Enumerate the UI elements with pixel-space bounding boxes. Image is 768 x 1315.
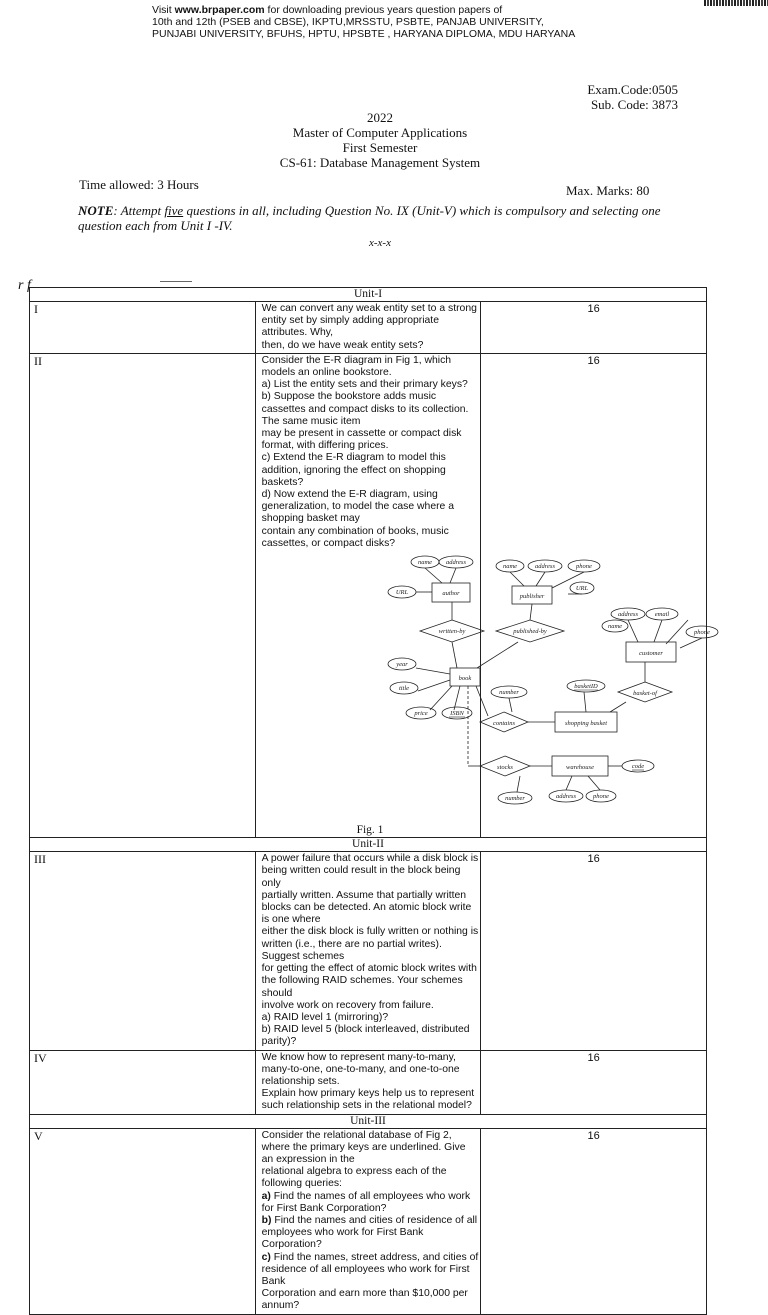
question-number: I	[30, 302, 256, 354]
question-number: III	[30, 852, 256, 1050]
er-line	[530, 604, 532, 620]
er-attr: address	[555, 793, 576, 801]
er-attr: address	[445, 559, 466, 567]
er-line	[654, 620, 662, 642]
er-diagram-svg	[262, 550, 768, 822]
er-attr: title	[398, 685, 409, 693]
question-text: Consider the relational database of Fig 2, where the primary keys are underlined. Give an expression in the relational algebra to express each of the following queries: a) Find the names of all employees who work for First Bank Corporation? b) Find the names and cities of residence of all employees who work for First Bank Corporation? c) Find the names, street address, and cities of residence of all employees who work for First Bank Corporation and earn more than $10,000 per annum?	[255, 1128, 481, 1314]
question-text: We can convert any weak entity set to a strong entity set by simply adding appropriate attributes. Why, then, do we have weak entity sets?	[255, 302, 481, 354]
er-attr: URL	[575, 585, 588, 593]
er-entity-author: author	[441, 590, 460, 598]
er-attr-key: ISBN	[449, 710, 464, 718]
er-line	[418, 680, 450, 691]
er-entity-customer: customer	[638, 650, 663, 658]
degree: Master of Computer Applications	[292, 125, 468, 140]
site-link[interactable]: www.brpaper.com	[174, 4, 265, 16]
er-line	[450, 568, 456, 583]
question-row	[30, 852, 707, 1050]
question-row	[30, 302, 707, 354]
er-attr: name	[607, 623, 622, 631]
question-number: V	[30, 1128, 256, 1314]
er-line	[610, 702, 626, 712]
er-attr-key: basketID	[573, 683, 598, 691]
er-attr: URL	[395, 589, 408, 597]
question-marks: 16	[481, 852, 707, 1050]
unit-heading: Unit-III	[30, 1114, 707, 1128]
question-marks: 16	[481, 302, 707, 354]
er-attr: year	[395, 661, 408, 669]
er-line	[666, 620, 688, 644]
unit-heading: Unit-I	[30, 288, 707, 302]
er-entity-publisher: publisher	[519, 593, 544, 601]
question-text: A power failure that occurs while a disk block is being written could result in the block being only partially written. Assume that partially written blocks can be detected. An atomic block write is one where either the disk block is fully written or nothing is written (i.e., there are no partial writes). Suggest schemes for getting the effect of atomic block writes with the following RAID schemes. Your schemes should involve work on recovery from failure. a) RAID level 1 (mirroring)? b) RAID level 5 (block interleaved, distributed parity)?	[255, 852, 481, 1050]
semester: First Semester	[342, 140, 418, 155]
question-number: IV	[30, 1050, 256, 1114]
er-line	[454, 686, 460, 710]
question-row	[30, 1128, 707, 1314]
course-title: CS-61: Database Management System	[279, 155, 481, 170]
question-row	[30, 1050, 707, 1114]
year: 2022	[367, 110, 393, 125]
sub-code: Sub. Code: 3873	[590, 97, 678, 112]
er-line	[566, 776, 572, 790]
banner-line-2: 10th and 12th (PSEB and CBSE), IKPTU,MRSSTU, PSBTE, PANJAB UNIVERSITY,	[152, 16, 544, 28]
question-row	[30, 353, 707, 837]
er-attr: number	[498, 689, 519, 697]
figure-caption: Fig. 1	[356, 824, 384, 837]
question-marks: 16	[481, 353, 707, 837]
exam-codes	[560, 82, 678, 112]
er-rel-stocks: stocks	[496, 764, 513, 772]
er-attr: address	[617, 611, 638, 619]
er-attr: email	[654, 611, 669, 619]
question-marks: 16	[481, 1050, 707, 1114]
er-line	[628, 620, 638, 642]
time-allowed: Time allowed: 3 Hours	[79, 177, 199, 192]
er-line	[509, 698, 512, 712]
pen-mark: r f	[18, 278, 31, 293]
er-entity-book: book	[458, 675, 471, 683]
er-line	[425, 568, 442, 583]
exam-code: Exam.Code:0505	[587, 82, 678, 97]
er-line	[517, 776, 520, 792]
download-banner: Visit www.brpaper.com for downloading previous years question papers of 10th and 12th (PSEB and CBSE), IKPTU,MRSSTU, PSBTE, PANJAB UNIVERSITY, PUNJABI UNIVERSITY, BFUHS, HPTU, HPSBTE , HARYANA DIPLOMA, MDU HARYANA	[152, 4, 672, 40]
er-rel-written-by: written-by	[438, 628, 466, 636]
er-attr: name	[502, 563, 517, 571]
questions-table	[29, 287, 710, 1315]
er-attr: price	[413, 710, 428, 718]
er-entity-warehouse: warehouse	[565, 764, 594, 772]
er-attr: address	[534, 563, 555, 571]
er-line	[584, 692, 586, 712]
separator: x-x-x	[369, 237, 391, 249]
instructions-note: NOTE: Attempt five questions in all, including Question No. IX (Unit-V) which is compulsory and selecting one question each from Unit I -IV.	[78, 203, 661, 233]
er-attr-key: code	[631, 763, 644, 771]
er-attr: phone	[592, 793, 609, 801]
er-entity-shopping-basket: shopping basket	[564, 720, 607, 728]
question-text: We know how to represent many-to-many, many-to-one, one-to-many, and one-to-one relationship sets. Explain how primary keys help us to represent such relationship sets in the relational model?	[255, 1050, 481, 1114]
scan-mark	[704, 0, 768, 6]
er-line	[477, 642, 518, 668]
er-line	[476, 686, 488, 716]
er-rel-contains: contains	[492, 720, 515, 728]
unit-row	[30, 288, 707, 302]
max-marks: Max. Marks: 80	[566, 183, 650, 198]
er-line	[510, 572, 524, 586]
question-marks: 16	[481, 1128, 707, 1314]
paper-heading	[220, 110, 540, 170]
er-line	[680, 638, 702, 648]
er-attr: name	[417, 559, 432, 567]
er-line	[416, 668, 450, 674]
question-text: Consider the E-R diagram in Fig 1, which models an online bookstore. a) List the entity sets and their primary keys? b) Suppose the bookstore adds music cassettes and compact disks to its collection. The same music item may be present in cassette or compact disk format, with differing prices. c) Extend the E-R diagram to model this addition, ignoring the effect on shopping baskets? d) Now extend the E-R diagram, using generalization, to model the case where a shopping basket may contain any combination of books, music cassettes, or compact disks? author publisher book customer shopping basket warehouse written-by published-by basket-of contains stocks name address URL name address phone URL address email name phone year title price ISBN basketID number code address phone number Fig. 1	[255, 353, 481, 837]
er-attr: phone	[693, 629, 710, 637]
unit-row	[30, 838, 707, 852]
er-line	[430, 686, 452, 710]
er-attr: phone	[575, 563, 592, 571]
unit-row	[30, 1114, 707, 1128]
question-number: II	[30, 353, 256, 837]
er-attr: number	[504, 795, 525, 803]
er-line	[452, 642, 457, 668]
er-line	[536, 572, 545, 586]
er-rel-basket-of: basket-of	[632, 690, 657, 698]
pen-dash	[160, 281, 192, 282]
unit-heading: Unit-II	[30, 838, 707, 852]
er-line	[588, 776, 600, 790]
banner-line-3: PUNJABI UNIVERSITY, BFUHS, HPTU, HPSBTE , HARYANA DIPLOMA, MDU HARYANA	[152, 28, 576, 40]
er-rel-published-by: published-by	[512, 628, 547, 636]
